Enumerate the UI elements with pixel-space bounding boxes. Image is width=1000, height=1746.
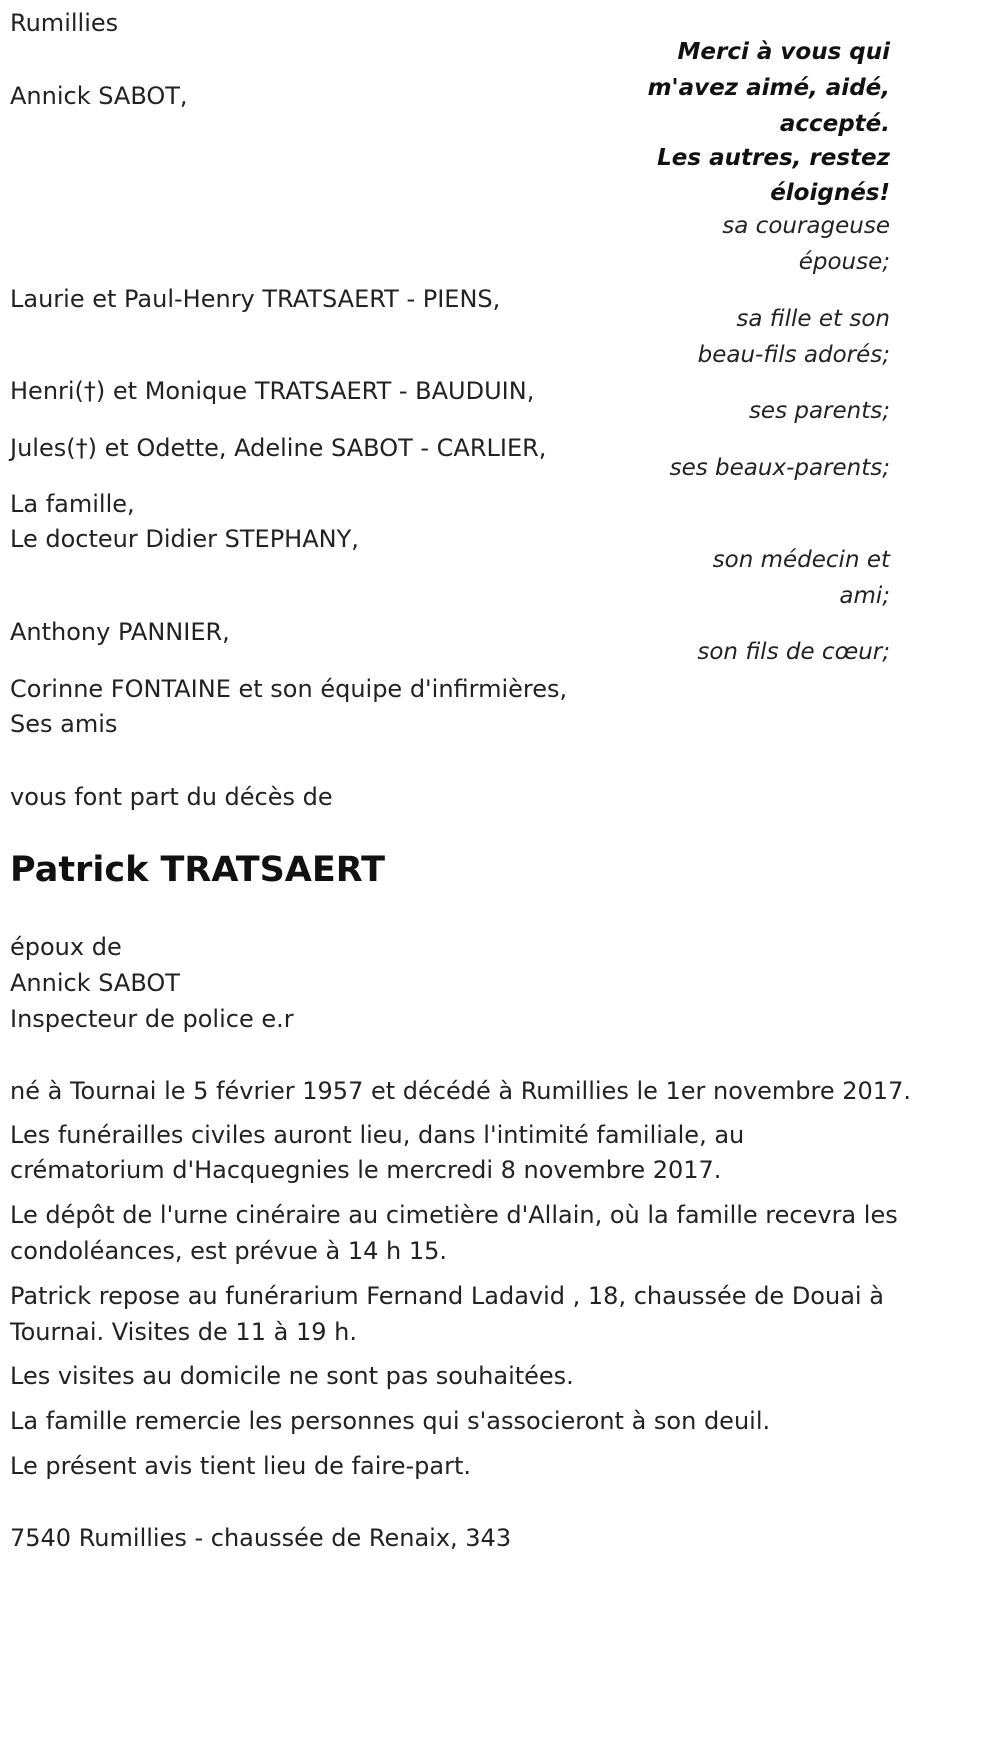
daughter-relation-line-1: sa fille et son xyxy=(736,306,890,332)
quote-line-4: Les autres, restez xyxy=(657,145,890,171)
friends-line: Ses amis xyxy=(10,710,118,738)
thanks-line: La famille remercie les personnes qui s'associeront à son deuil. xyxy=(10,1407,771,1435)
address-line: 7540 Rumillies - chaussée de Renaix, 343 xyxy=(10,1524,512,1552)
detail-line-3: Inspecteur de police e.r xyxy=(10,1005,294,1033)
heart-son-relation: son fils de cœur; xyxy=(697,639,890,665)
deceased-name: Patrick TRATSAERT xyxy=(10,850,386,890)
quote-line-3: accepté. xyxy=(779,111,890,137)
rest-line-1: Patrick repose au funérarium Fernand Ladavid , 18, chaussée de Douai à xyxy=(10,1282,884,1310)
spouse-relation-line-1: sa courageuse xyxy=(722,213,890,239)
nurses-line: Corinne FONTAINE et son équipe d'infirmières, xyxy=(10,675,568,703)
doctor-relation-line-1: son médecin et xyxy=(712,547,890,573)
parents-in-law-name: Jules(†) et Odette, Adeline SABOT - CARLIER, xyxy=(10,434,547,462)
spouse-name: Annick SABOT, xyxy=(10,82,188,110)
spouse-relation-line-2: épouse; xyxy=(798,249,890,275)
rest-line-2: Tournai. Visites de 11 à 19 h. xyxy=(10,1318,357,1346)
quote-line-1: Merci à vous qui xyxy=(677,39,890,65)
urn-line-2: condoléances, est prévue à 14 h 15. xyxy=(10,1237,448,1265)
quote-line-2: m'avez aimé, aidé, xyxy=(647,75,890,101)
funeral-line-2: crématorium d'Hacquegnies le mercredi 8 novembre 2017. xyxy=(10,1156,722,1184)
parents-in-law-relation: ses beaux-parents; xyxy=(669,455,890,481)
parents-relation: ses parents; xyxy=(748,398,890,424)
urn-line-1: Le dépôt de l'urne cinéraire au cimetière d'Allain, où la famille recevra les xyxy=(10,1201,898,1229)
quote-line-5: éloignés! xyxy=(770,180,890,206)
locality-heading: Rumillies xyxy=(10,9,119,37)
parents-name: Henri(†) et Monique TRATSAERT - BAUDUIN, xyxy=(10,377,535,405)
funeral-line-1: Les funérailles civiles auront lieu, dans l'intimité familiale, au xyxy=(10,1121,745,1149)
doctor-relation-line-2: ami; xyxy=(839,583,890,609)
visits-line: Les visites au domicile ne sont pas souhaitées. xyxy=(10,1362,574,1390)
notice-line: Le présent avis tient lieu de faire-part. xyxy=(10,1452,472,1480)
daughter-relation-line-2: beau-fils adorés; xyxy=(697,342,890,368)
announcement-intro: vous font part du décès de xyxy=(10,783,333,811)
heart-son-name: Anthony PANNIER, xyxy=(10,618,230,646)
detail-line-2: Annick SABOT xyxy=(10,969,180,997)
birth-death-line: né à Tournai le 5 février 1957 et décédé à Rumillies le 1er novembre 2017. xyxy=(10,1077,911,1105)
daughter-name: Laurie et Paul-Henry TRATSAERT - PIENS, xyxy=(10,285,501,313)
detail-line-1: époux de xyxy=(10,933,122,961)
family-label: La famille, xyxy=(10,490,135,518)
doctor-name: Le docteur Didier STEPHANY, xyxy=(10,525,359,553)
